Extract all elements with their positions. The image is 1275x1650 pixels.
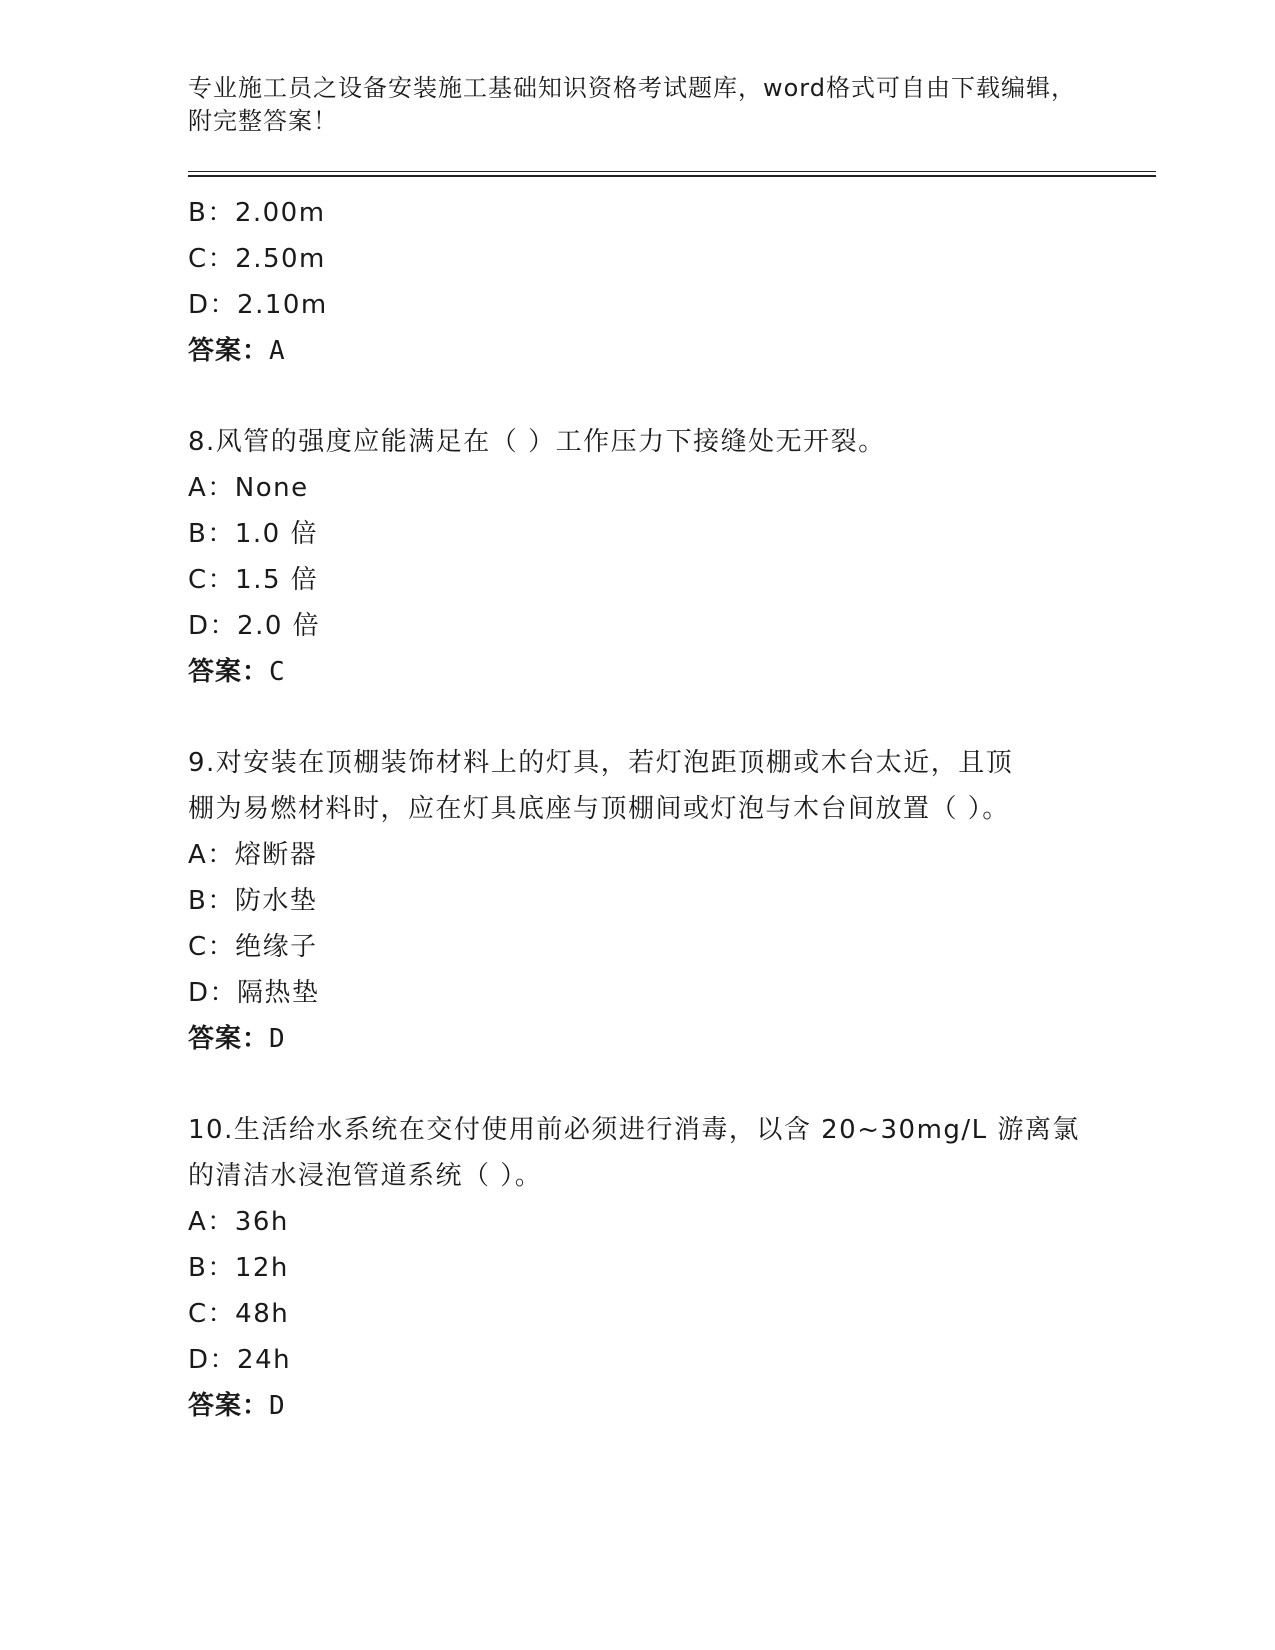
question-stem-line: 棚为易燃材料时，应在灯具底座与顶棚间或灯泡与木台间放置（ ）。 [188,794,1010,824]
question-fragment [188,190,1088,374]
answer-value: C [269,657,286,687]
answer-line [188,328,1088,374]
header-divider-thick [188,175,1156,177]
answer-line [188,1383,1088,1429]
option-b: B：2.00m [188,198,326,228]
option-d: D：2.0 倍 [188,611,321,641]
question-stem [188,419,1088,465]
option-c: C：2.50m [188,244,326,274]
answer-label: 答案： [188,336,270,366]
option-c: C：48h [188,1299,290,1329]
question-stem-line: 的清洁水浸泡管道系统（ ）。 [188,1161,543,1191]
question-10 [188,1107,1088,1429]
answer-line [188,1016,1088,1062]
option-a: A：熔断器 [188,840,318,870]
answer-label: 答案： [188,1391,270,1421]
question-stem-line: 10.生活给水系统在交付使用前必须进行消毒，以含 20~30mg/L 游离氯 [188,1115,1080,1145]
answer-value: D [269,1024,286,1054]
answer-label: 答案： [188,1024,270,1054]
question-9 [188,740,1088,1062]
document-header [188,72,1088,138]
answer-value: A [269,336,286,366]
option-d: D：2.10m [188,290,328,320]
header-title-line-1: 专业施工员之设备安装施工基础知识资格考试题库，word格式可自由下载编辑， [188,74,1076,102]
answer-value: D [269,1391,286,1421]
header-divider-thin [188,171,1156,172]
question-list [188,190,1088,1429]
header-title-line-2: 附完整答案！ [188,107,338,135]
question-stem [188,1107,1088,1199]
question-8 [188,419,1088,695]
option-c: C：1.5 倍 [188,565,319,595]
answer-label: 答案： [188,657,270,687]
option-d: D：24h [188,1345,292,1375]
question-stem-line: 8.风管的强度应能满足在（ ）工作压力下接缝处无开裂。 [188,427,886,457]
option-a: A：None [188,473,309,503]
option-a: A：36h [188,1207,289,1237]
question-stem-line: 9.对安装在顶棚装饰材料上的灯具，若灯泡距顶棚或木台太近，且顶 [188,748,1014,778]
option-d: D：隔热垫 [188,978,320,1008]
option-b: B：12h [188,1253,289,1283]
answer-line [188,649,1088,695]
question-stem [188,740,1088,832]
option-b: B：1.0 倍 [188,519,318,549]
option-c: C：绝缘子 [188,932,318,962]
option-b: B：防水垫 [188,886,318,916]
